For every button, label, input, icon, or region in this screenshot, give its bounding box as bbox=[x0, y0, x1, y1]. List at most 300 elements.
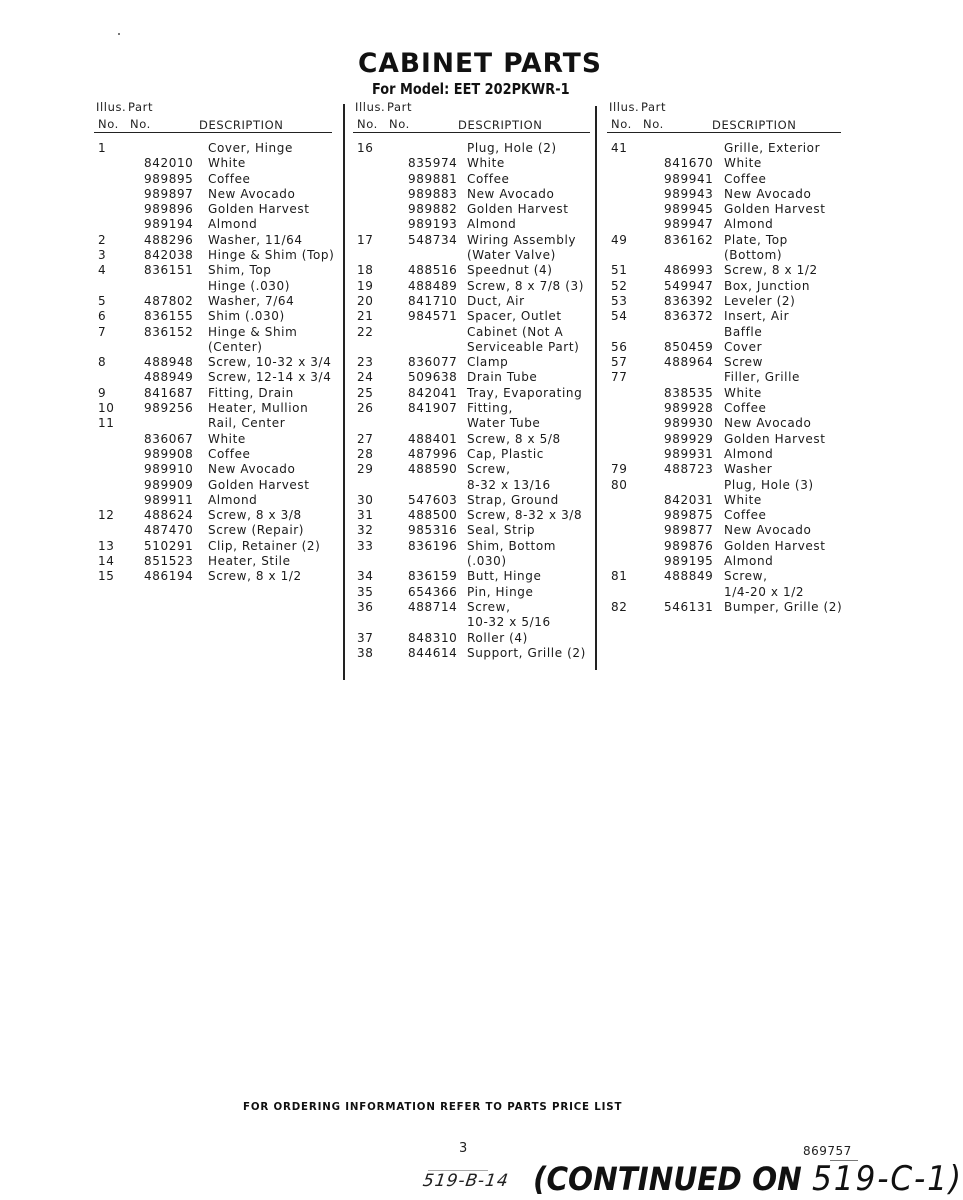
part-number: 836155 bbox=[144, 309, 194, 324]
part-description: Hinge & Shim bbox=[208, 324, 298, 339]
part-description: White bbox=[467, 156, 505, 171]
part-number: 989897 bbox=[144, 186, 194, 201]
part-description: Hinge & Shim (Top) bbox=[208, 248, 335, 263]
column-divider bbox=[595, 106, 597, 670]
part-description: Pin, Hinge bbox=[467, 584, 534, 599]
part-number: 488590 bbox=[408, 462, 458, 477]
part-row bbox=[609, 355, 841, 370]
part-row bbox=[96, 202, 332, 217]
part-row bbox=[609, 279, 841, 294]
part-number: 509638 bbox=[408, 370, 458, 385]
illus-number: 22 bbox=[357, 324, 374, 339]
part-row bbox=[609, 600, 841, 615]
continued-reference: 519-C-1) bbox=[812, 1159, 963, 1199]
part-number: 989945 bbox=[664, 202, 714, 217]
illus-number: 13 bbox=[98, 538, 115, 553]
illus-number: 31 bbox=[357, 508, 374, 523]
part-number: 488489 bbox=[408, 278, 458, 293]
header-rule bbox=[94, 132, 332, 133]
illus-number: 81 bbox=[611, 569, 628, 584]
header-part-no: No. bbox=[130, 117, 151, 131]
part-row bbox=[355, 141, 590, 156]
header-part: Part bbox=[387, 100, 413, 114]
column-header bbox=[96, 100, 332, 136]
part-row bbox=[355, 294, 590, 309]
part-number: 985316 bbox=[408, 523, 458, 538]
part-description: Golden Harvest bbox=[208, 202, 310, 217]
page-number: 3 bbox=[459, 1141, 468, 1156]
illus-number: 8 bbox=[98, 355, 107, 370]
illus-number: 49 bbox=[611, 232, 628, 247]
illus-number: 37 bbox=[357, 630, 374, 645]
parts-rows bbox=[355, 141, 590, 661]
column-divider bbox=[343, 104, 345, 680]
illus-number: 79 bbox=[611, 462, 628, 477]
part-number: 989877 bbox=[664, 523, 714, 538]
part-description: (Bottom) bbox=[724, 248, 783, 263]
part-description: Coffee bbox=[208, 171, 251, 186]
illus-number: 20 bbox=[357, 293, 374, 308]
part-row bbox=[355, 202, 590, 217]
part-description: Clip, Retainer (2) bbox=[208, 538, 321, 553]
part-number: 836152 bbox=[144, 324, 194, 339]
illus-number: 24 bbox=[357, 370, 374, 385]
part-row bbox=[609, 478, 841, 493]
illus-number: 1 bbox=[98, 141, 107, 155]
part-number: 989256 bbox=[144, 401, 194, 416]
part-number: 841670 bbox=[664, 156, 714, 171]
part-description: White bbox=[208, 156, 246, 171]
part-description: Clamp bbox=[467, 355, 509, 370]
part-row bbox=[355, 263, 590, 278]
part-description: Cap, Plastic bbox=[467, 446, 544, 461]
illus-number: 6 bbox=[98, 309, 107, 324]
illus-number: 36 bbox=[357, 599, 374, 614]
part-description: Cover, Hinge bbox=[208, 141, 293, 155]
part-description: New Avocado bbox=[724, 186, 812, 201]
illus-number: 9 bbox=[98, 385, 107, 400]
illus-number: 53 bbox=[611, 293, 628, 308]
header-rule bbox=[353, 132, 590, 133]
part-description: Spacer, Outlet bbox=[467, 309, 562, 324]
illus-number: 52 bbox=[611, 278, 628, 293]
part-row bbox=[609, 585, 841, 600]
part-row bbox=[96, 172, 332, 187]
part-row bbox=[355, 340, 590, 355]
part-number: 989882 bbox=[408, 202, 458, 217]
part-row bbox=[355, 646, 590, 661]
part-row bbox=[355, 233, 590, 248]
part-row bbox=[96, 325, 332, 340]
part-number: 486194 bbox=[144, 569, 194, 584]
part-number: 549947 bbox=[664, 278, 714, 293]
part-row bbox=[96, 217, 332, 232]
header-description: DESCRIPTION bbox=[712, 118, 797, 132]
part-row bbox=[609, 416, 841, 431]
part-row bbox=[355, 217, 590, 232]
part-row bbox=[355, 615, 590, 630]
part-row bbox=[96, 309, 332, 324]
part-number: 488500 bbox=[408, 508, 458, 523]
part-description: Wiring Assembly bbox=[467, 232, 577, 247]
part-row bbox=[355, 432, 590, 447]
part-row bbox=[609, 294, 841, 309]
header-illus: Illus. bbox=[609, 100, 640, 114]
part-description: Screw, 8 x 3/8 bbox=[208, 508, 302, 523]
part-row bbox=[609, 370, 841, 385]
part-description: Strap, Ground bbox=[467, 492, 559, 507]
part-row bbox=[355, 539, 590, 554]
part-row bbox=[609, 539, 841, 554]
part-row bbox=[609, 141, 841, 156]
illus-number: 38 bbox=[357, 645, 374, 660]
part-number: 989193 bbox=[408, 217, 458, 232]
part-description: (.030) bbox=[467, 554, 507, 569]
illus-number: 29 bbox=[357, 462, 374, 477]
part-row bbox=[355, 156, 590, 171]
part-number: 487802 bbox=[144, 293, 194, 308]
header-illus: Illus. bbox=[96, 100, 127, 114]
part-description: New Avocado bbox=[724, 523, 812, 538]
part-row bbox=[96, 493, 332, 508]
illus-number: 41 bbox=[611, 141, 628, 155]
part-number: 836196 bbox=[408, 538, 458, 553]
part-number: 836077 bbox=[408, 355, 458, 370]
part-description: Plug, Hole (3) bbox=[724, 477, 814, 492]
part-row bbox=[96, 233, 332, 248]
part-row bbox=[355, 631, 590, 646]
part-row bbox=[96, 539, 332, 554]
illus-number: 28 bbox=[357, 446, 374, 461]
document-number: 869757 bbox=[803, 1144, 852, 1158]
part-row bbox=[355, 523, 590, 538]
illus-number: 56 bbox=[611, 339, 628, 354]
header-part-no: No. bbox=[643, 117, 664, 131]
part-row bbox=[609, 263, 841, 278]
part-description: New Avocado bbox=[724, 416, 812, 431]
part-row bbox=[96, 447, 332, 462]
header-description: DESCRIPTION bbox=[199, 118, 284, 132]
part-description: Heater, Stile bbox=[208, 554, 291, 569]
part-description: Plug, Hole (2) bbox=[467, 141, 557, 155]
part-row bbox=[355, 585, 590, 600]
illus-number: 12 bbox=[98, 508, 115, 523]
part-number: 836392 bbox=[664, 293, 714, 308]
part-row bbox=[609, 432, 841, 447]
part-row bbox=[96, 386, 332, 401]
column-header bbox=[355, 100, 590, 136]
illus-number: 23 bbox=[357, 355, 374, 370]
part-row bbox=[609, 569, 841, 584]
illus-number: 3 bbox=[98, 248, 107, 263]
part-description: Filler, Grille bbox=[724, 370, 800, 385]
part-description: Cabinet (Not A bbox=[467, 324, 564, 339]
illus-number: 4 bbox=[98, 263, 107, 278]
part-row bbox=[609, 493, 841, 508]
illus-number: 34 bbox=[357, 569, 374, 584]
illus-number: 30 bbox=[357, 492, 374, 507]
part-number: 842031 bbox=[664, 492, 714, 507]
part-number: 989876 bbox=[664, 538, 714, 553]
part-number: 989947 bbox=[664, 217, 714, 232]
part-number: 488949 bbox=[144, 370, 194, 385]
part-row bbox=[355, 370, 590, 385]
illus-number: 82 bbox=[611, 599, 628, 614]
part-row bbox=[96, 141, 332, 156]
part-row bbox=[96, 401, 332, 416]
part-row bbox=[96, 248, 335, 263]
part-number: 989875 bbox=[664, 508, 714, 523]
part-number: 989883 bbox=[408, 186, 458, 201]
illus-number: 5 bbox=[98, 293, 107, 308]
part-description: Heater, Mullion bbox=[208, 401, 309, 416]
part-description: Leveler (2) bbox=[724, 293, 796, 308]
part-description: Almond bbox=[724, 554, 774, 569]
handwritten-reference: 519-B-14 bbox=[421, 1171, 511, 1191]
part-row bbox=[609, 325, 841, 340]
part-description: Support, Grille (2) bbox=[467, 645, 586, 660]
part-description: Almond bbox=[208, 492, 258, 507]
part-number: 836162 bbox=[664, 232, 714, 247]
part-row bbox=[96, 432, 332, 447]
part-number: 989909 bbox=[144, 477, 194, 492]
header-illus-no: No. bbox=[611, 117, 632, 131]
part-number: 848310 bbox=[408, 630, 458, 645]
header-part: Part bbox=[128, 100, 154, 114]
part-row bbox=[355, 600, 590, 615]
part-row bbox=[355, 325, 590, 340]
part-description: Coffee bbox=[467, 171, 510, 186]
part-number: 547603 bbox=[408, 492, 458, 507]
part-description: Screw, 8 x 1/2 bbox=[208, 569, 302, 584]
model-subtitle: For Model: EET 202PKWR-1 bbox=[372, 80, 570, 98]
part-row bbox=[355, 309, 590, 324]
part-row bbox=[355, 508, 590, 523]
part-row bbox=[355, 386, 590, 401]
part-row bbox=[96, 554, 332, 569]
part-number: 989896 bbox=[144, 202, 194, 217]
part-number: 836159 bbox=[408, 569, 458, 584]
part-number: 836151 bbox=[144, 263, 194, 278]
part-number: 989908 bbox=[144, 446, 194, 461]
part-number: 842038 bbox=[144, 248, 194, 263]
header-illus-no: No. bbox=[357, 117, 378, 131]
part-number: 989895 bbox=[144, 171, 194, 186]
part-number: 841710 bbox=[408, 293, 458, 308]
part-row bbox=[609, 447, 841, 462]
part-number: 989943 bbox=[664, 186, 714, 201]
part-description: Golden Harvest bbox=[724, 202, 826, 217]
part-number: 488624 bbox=[144, 508, 194, 523]
part-description: Hinge (.030) bbox=[208, 278, 291, 293]
part-description: Roller (4) bbox=[467, 630, 528, 645]
part-description: Almond bbox=[724, 217, 774, 232]
part-description: Tray, Evaporating bbox=[467, 385, 583, 400]
part-number: 488401 bbox=[408, 431, 458, 446]
part-number: 984571 bbox=[408, 309, 458, 324]
part-number: 488849 bbox=[664, 569, 714, 584]
header-illus-no: No. bbox=[98, 117, 119, 131]
part-row bbox=[609, 233, 841, 248]
part-description: Almond bbox=[208, 217, 258, 232]
part-description: Almond bbox=[467, 217, 517, 232]
part-row bbox=[96, 523, 332, 538]
part-row bbox=[355, 172, 590, 187]
part-row bbox=[96, 294, 332, 309]
illus-number: 16 bbox=[357, 141, 374, 155]
part-number: 989881 bbox=[408, 171, 458, 186]
part-number: 654366 bbox=[408, 584, 458, 599]
part-description: Screw, 8-32 x 3/8 bbox=[467, 508, 583, 523]
part-number: 989194 bbox=[144, 217, 194, 232]
illus-number: 17 bbox=[357, 232, 374, 247]
part-description: Screw, bbox=[467, 599, 511, 614]
part-row bbox=[609, 202, 841, 217]
part-description: Speednut (4) bbox=[467, 263, 553, 278]
part-number: 488723 bbox=[664, 462, 714, 477]
part-description: Plate, Top bbox=[724, 232, 788, 247]
part-row bbox=[355, 401, 590, 416]
part-row bbox=[609, 508, 841, 523]
part-row bbox=[609, 340, 841, 355]
illus-number: 21 bbox=[357, 309, 374, 324]
part-number: 835974 bbox=[408, 156, 458, 171]
part-description: (Center) bbox=[208, 339, 263, 354]
part-number: 842041 bbox=[408, 385, 458, 400]
part-description: Coffee bbox=[724, 508, 767, 523]
part-number: 841907 bbox=[408, 401, 458, 416]
part-description: Box, Junction bbox=[724, 278, 811, 293]
part-description: White bbox=[724, 385, 762, 400]
part-row bbox=[96, 569, 332, 584]
part-description: Screw, bbox=[467, 462, 511, 477]
part-row bbox=[355, 554, 590, 569]
part-row bbox=[609, 156, 841, 171]
part-number: 989910 bbox=[144, 462, 194, 477]
part-description: Shim, Bottom bbox=[467, 538, 557, 553]
parts-column-2 bbox=[355, 100, 590, 661]
part-description: Fitting, Drain bbox=[208, 385, 294, 400]
part-description: (Water Valve) bbox=[467, 248, 556, 263]
part-row bbox=[609, 462, 841, 477]
part-description: Coffee bbox=[724, 401, 767, 416]
part-row bbox=[609, 309, 841, 324]
part-row bbox=[609, 386, 841, 401]
part-description: Baffle bbox=[724, 324, 763, 339]
part-number: 989911 bbox=[144, 492, 194, 507]
part-number: 989941 bbox=[664, 171, 714, 186]
illus-number: 26 bbox=[357, 401, 374, 416]
illus-number: 25 bbox=[357, 385, 374, 400]
illus-number: 77 bbox=[611, 370, 628, 385]
part-row bbox=[96, 355, 332, 370]
part-number: 851523 bbox=[144, 554, 194, 569]
part-description: Serviceable Part) bbox=[467, 339, 580, 354]
illus-number: 54 bbox=[611, 309, 628, 324]
part-row bbox=[355, 493, 590, 508]
part-row bbox=[609, 172, 841, 187]
part-row bbox=[355, 447, 590, 462]
part-row bbox=[609, 217, 841, 232]
part-number: 486993 bbox=[664, 263, 714, 278]
part-row bbox=[96, 187, 332, 202]
part-description: Drain Tube bbox=[467, 370, 538, 385]
part-number: 488714 bbox=[408, 599, 458, 614]
part-row bbox=[96, 279, 332, 294]
part-description: Insert, Air bbox=[724, 309, 790, 324]
part-number: 836067 bbox=[144, 431, 194, 446]
part-description: Fitting, bbox=[467, 401, 513, 416]
part-description: Bumper, Grille (2) bbox=[724, 599, 843, 614]
part-row bbox=[609, 248, 841, 263]
illus-number: 18 bbox=[357, 263, 374, 278]
header-part-no: No. bbox=[389, 117, 410, 131]
part-row bbox=[355, 416, 590, 431]
part-description: Screw, bbox=[724, 569, 768, 584]
part-number: 838535 bbox=[664, 385, 714, 400]
part-number: 548734 bbox=[408, 232, 458, 247]
part-row bbox=[355, 355, 590, 370]
part-description: Shim, Top bbox=[208, 263, 272, 278]
part-description: Screw, 8 x 7/8 (3) bbox=[467, 278, 585, 293]
part-row bbox=[355, 248, 590, 263]
illus-number: 2 bbox=[98, 232, 107, 247]
part-description: Golden Harvest bbox=[467, 202, 569, 217]
part-number: 989929 bbox=[664, 431, 714, 446]
part-description: Seal, Strip bbox=[467, 523, 536, 538]
part-description: Screw bbox=[724, 355, 764, 370]
part-description: Butt, Hinge bbox=[467, 569, 542, 584]
part-description: Golden Harvest bbox=[724, 431, 826, 446]
part-description: Screw (Repair) bbox=[208, 523, 305, 538]
part-number: 841687 bbox=[144, 385, 194, 400]
part-description: Grille, Exterior bbox=[724, 141, 821, 155]
part-number: 842010 bbox=[144, 156, 194, 171]
part-row bbox=[96, 416, 332, 431]
part-row bbox=[96, 156, 332, 171]
part-number: 989930 bbox=[664, 416, 714, 431]
part-description: 10-32 x 5/16 bbox=[467, 615, 551, 630]
part-description: Golden Harvest bbox=[724, 538, 826, 553]
part-row bbox=[96, 478, 332, 493]
header-description: DESCRIPTION bbox=[458, 118, 543, 132]
part-row bbox=[609, 401, 841, 416]
header-part: Part bbox=[641, 100, 667, 114]
part-description: Washer bbox=[724, 462, 773, 477]
parts-column-1 bbox=[96, 100, 335, 585]
parts-rows bbox=[609, 141, 841, 615]
part-row bbox=[355, 462, 590, 477]
illus-number: 32 bbox=[357, 523, 374, 538]
part-description: White bbox=[724, 492, 762, 507]
part-number: 836372 bbox=[664, 309, 714, 324]
part-number: 487996 bbox=[408, 446, 458, 461]
part-description: Coffee bbox=[724, 171, 767, 186]
part-description: White bbox=[208, 431, 246, 446]
part-row bbox=[96, 508, 332, 523]
illus-number: 51 bbox=[611, 263, 628, 278]
part-row bbox=[96, 340, 332, 355]
illus-number: 10 bbox=[98, 401, 115, 416]
illus-number: 11 bbox=[98, 416, 115, 431]
header-rule bbox=[607, 132, 841, 133]
part-row bbox=[355, 187, 590, 202]
part-description: Cover bbox=[724, 339, 763, 354]
header-illus: Illus. bbox=[355, 100, 386, 114]
illus-number: 27 bbox=[357, 431, 374, 446]
part-description: Almond bbox=[724, 446, 774, 461]
part-number: 510291 bbox=[144, 538, 194, 553]
